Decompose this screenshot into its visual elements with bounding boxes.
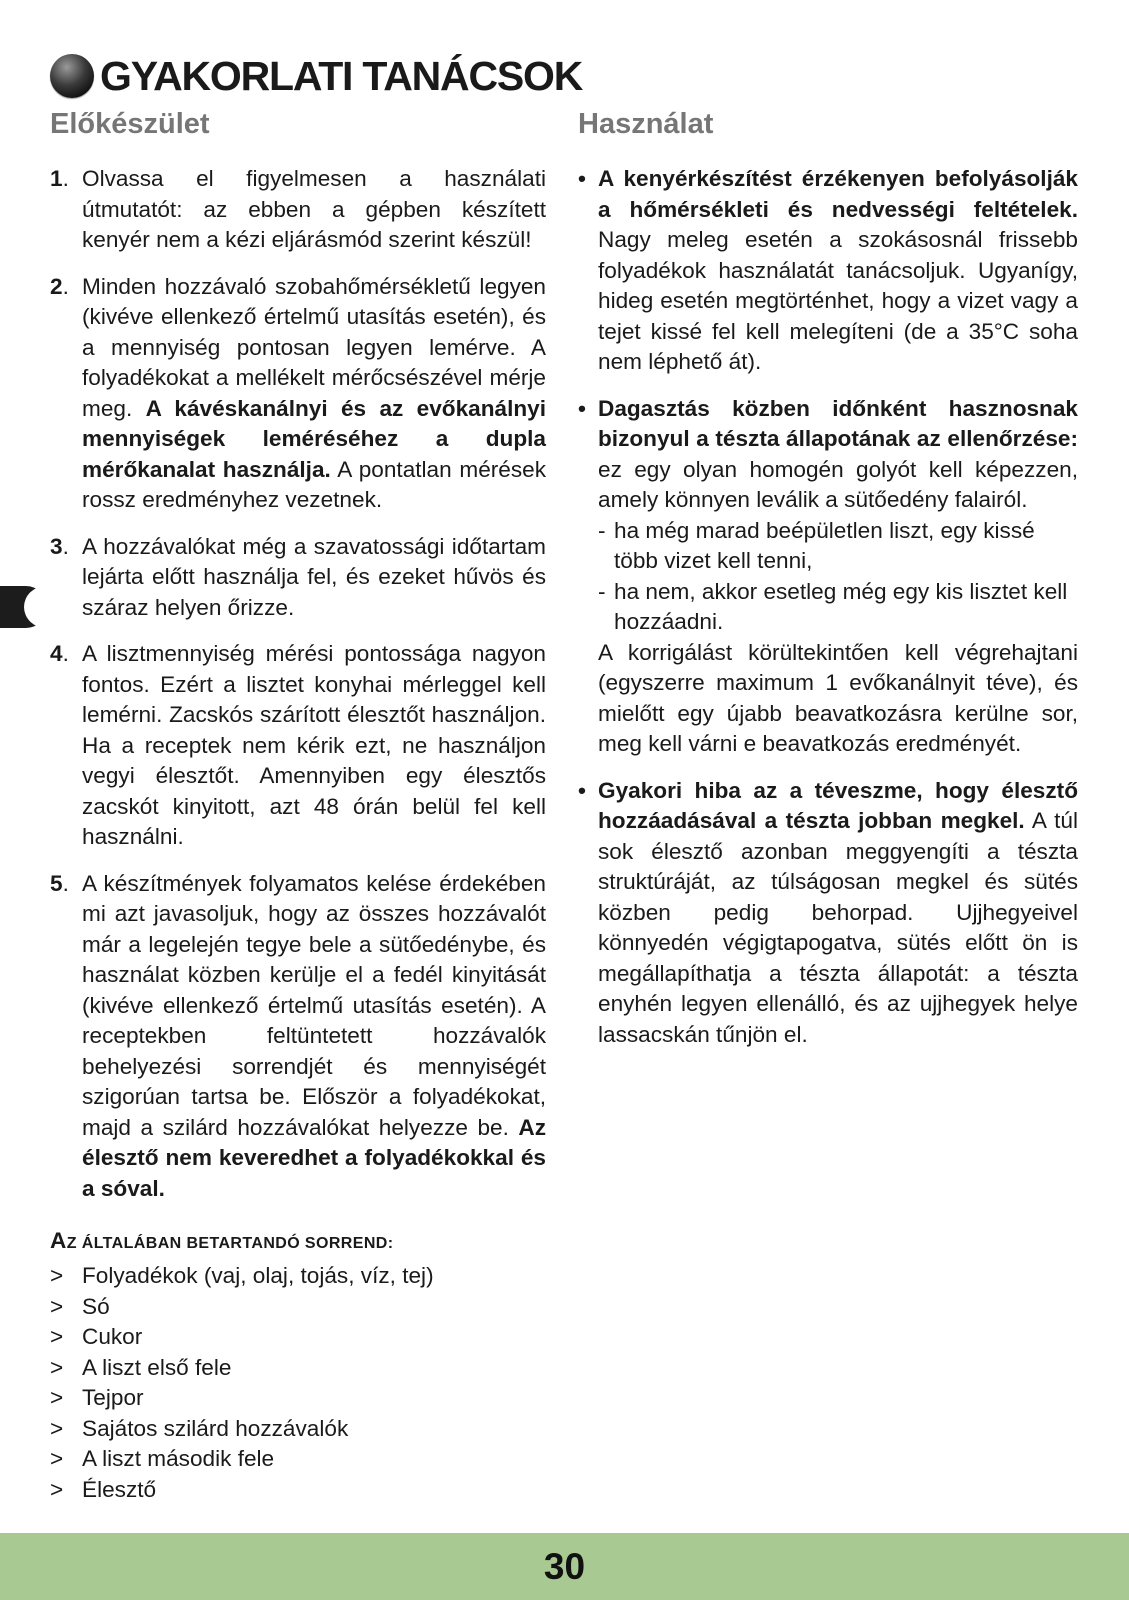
arrow-marker: >: [50, 1263, 64, 1288]
item-bold-text: A kávéskanálnyi és az evőkanálnyi mennyiségek leméréséhez a dupla mérőkanalat használja.: [82, 395, 546, 482]
list-item: > A liszt második fele: [50, 1444, 546, 1475]
list-item: [578, 394, 1078, 760]
bullet-marker: •: [578, 166, 586, 191]
section-heading-preparation: Előkészület: [50, 108, 210, 140]
list-item: > Só: [50, 1292, 546, 1323]
page-header: [50, 50, 582, 102]
item-tail-text: A korrigálást körültekintően kell végrehajtani (egyszerre maximum 1 evőkanálnyit téve), és mielőtt egy újabb beavatkozásra kerülne sor, meg kell várni e beavatkozás eredményét.: [598, 639, 1078, 756]
usage-list: [578, 164, 1078, 1050]
list-item: > A liszt első fele: [50, 1353, 546, 1384]
bullet-marker: •: [578, 777, 586, 803]
arrow-marker: >: [50, 1476, 64, 1502]
footer-bar: [0, 1533, 1129, 1600]
dash-marker: -: [598, 517, 606, 543]
list-item: 2. Minden hozzávaló szobahőmérsékletű legyen (kivéve ellenkező értelmű utasítás esetén), és a mennyiség pontosan legyen lemérve. A folyadékokat a mellékelt mérőcsészével mérje meg. A kávéskanálnyi és az evőkanálnyi mennyiségek leméréséhez a dupla mérőkanalat használja. A pontatlan mérések rossz eredményhez vezetnek.: [50, 273, 547, 512]
section-heading-usage: Használat: [578, 108, 714, 140]
list-item: 3. A hozzávalókat még a szavatossági időtartam lejárta előtt használja fel, és ezeket hűvös és száraz helyen őrizze.: [50, 533, 546, 620]
list-item: 5. A készítmények folyamatos kelése érdekében mi azt javasoljuk, hogy az összes hozzávalót már a legelején tegye bele a sütőedénybe, és használat közben kerülje el a fedél kinyitását (kivéve ellenkező értelmű utasítás esetén). A receptekben feltüntetett hozzávalók behelyezési sorrendjét és mennyiségét szigorúan tartsa be. Először a folyadékokat, majd a szilárd hozzávalókat helyezze be. Az élesztő nem keveredhet a folyadékokkal és a sóval.: [50, 870, 546, 1201]
arrow-marker: >: [50, 1446, 64, 1471]
item-text-after: A pontatlan mérések rossz eredményhez vezetnek.: [82, 456, 547, 512]
arrow-marker: >: [50, 1293, 64, 1319]
list-item: > Sajátos szilárd hozzávalók: [50, 1414, 546, 1445]
list-item: 1. Olvassa el figyelmesen a használati útmutatót: az ebben a gépben készített kenyér nem a kézi eljárásmód szerint készül!: [50, 166, 546, 252]
item-number: 2: [50, 273, 63, 299]
right-column: [578, 106, 1078, 1066]
item-text: Minden hozzávaló szobahőmérsékletű legyen (kivéve ellenkező értelmű utasítás esetén), és a mennyiség pontosan legyen lemérve. A folyadékokat a mellékelt mérőcsészével mérje meg.: [82, 273, 546, 421]
page-number: 30: [543, 1546, 586, 1587]
item-text: Nagy meleg esetén a szokásosnál frissebb folyadékok használatát tanácsoljuk. Ugyanígy, hideg esetén megtörténhet, hogy a vizet vagy a tejet kissé fel kell melegíteni (de a 35°C soha nem léphető át).: [598, 227, 1078, 374]
item-bold-text: Gyakori hiba az a téveszme, hogy élesztő hozzáadásával a tészta jobban megkel.: [598, 777, 1078, 833]
item-number: 1: [50, 166, 63, 191]
order-heading: AZ ÁLTALÁBAN BETARTANDÓ SORREND:: [50, 1228, 394, 1253]
arrow-marker: >: [50, 1354, 64, 1380]
list-item: > Tejpor: [50, 1383, 546, 1414]
item-number: 4: [50, 641, 63, 666]
arrow-marker: >: [50, 1324, 64, 1349]
list-item: > Élesztő: [50, 1475, 546, 1506]
list-item: [578, 164, 1078, 378]
order-list: [50, 1261, 546, 1505]
arrow-marker: >: [50, 1415, 64, 1441]
dash-item: - ha még marad beépületlen liszt, egy kissé több vizet kell tenni,: [598, 517, 1035, 573]
preparation-list: [50, 164, 546, 1204]
item-text: A készítmények folyamatos kelése érdekében mi azt javasoljuk, hogy az összes hozzávalót már a legelején tegye bele a sütőedénybe, és használat közben kerülje el a fedél kinyitását (kivéve ellenkező értelmű utasítás esetén). A receptekben feltüntetett hozzávalók behelyezési sorrendjét és mennyiségét szigorúan tartsa be. Először a folyadékokat, majd a szilárd hozzávalókat helyezze be.: [82, 870, 546, 1140]
list-item: > Cukor: [50, 1322, 546, 1353]
section-tab-marker: [0, 586, 47, 628]
item-bold-text: Dagasztás közben időnként hasznosnak bizonyul a tészta állapotának az ellenőrzése:: [598, 395, 1078, 451]
item-number: 3: [50, 533, 63, 559]
arrow-marker: >: [50, 1385, 64, 1410]
item-text: ez egy olyan homogén golyót kell képezzen, amely könnyen leválik a sütőedény falairól.: [598, 456, 1078, 512]
dash-marker: -: [598, 578, 606, 604]
left-column: [50, 106, 546, 1505]
item-text: A lisztmennyiség mérési pontossága nagyon fontos. Ezért a lisztet konyhai mérleggel kell lemérni. Zacskós szárított élesztőt használjon. Ha a receptek nem kérik ezt, ne használjon vegyi élesztőt. Amennyiben egy élesztős zacskót kinyitott, azt 48 órán belül fel kell használni.: [82, 641, 546, 849]
list-item: [578, 776, 1078, 1051]
item-text: A hozzávalókat még a szavatossági időtartam lejárta előtt használja fel, és ezeket hűvös és száraz helyen őrizze.: [82, 533, 546, 620]
item-text: A túl sok élesztő azonban meggyengíti a tészta struktúráját, az túlságosan megkel és sütés közben pedig behorpad. Ujjhegyeivel könnyedén végigtapogatva, sütés előtt ön is megállapíthatja a tészta állapotát: a tészta enyhén legyen ellenálló, és az ujjhegyek helye lassacskán tűnjön el.: [598, 808, 1078, 1047]
item-bold-text: A kenyérkészítést érzékenyen befolyásolják a hőmérsékleti és nedvességi feltételek.: [598, 166, 1078, 222]
bullet-marker: •: [578, 395, 586, 421]
item-bold-text: Az élesztő nem keveredhet a folyadékokkal és a sóval.: [82, 1114, 546, 1201]
round-dark-bullet-icon: [50, 54, 94, 98]
item-text: Olvassa el figyelmesen a használati útmutatót: az ebben a gépben készített kenyér nem a kézi eljárásmód szerint készül!: [82, 166, 546, 252]
item-number: 5: [50, 870, 63, 896]
page-title: GYAKORLATI TANÁCSOK: [100, 53, 583, 99]
list-item: 4. A lisztmennyiség mérési pontossága nagyon fontos. Ezért a lisztet konyhai mérleggel kell lemérni. Zacskós szárított élesztőt használjon. Ha a receptek nem kérik ezt, ne használjon vegyi élesztőt. Amennyiben egy élesztős zacskót kinyitott, azt 48 órán belül fel kell használni.: [50, 641, 546, 849]
list-item: > Folyadékok (vaj, olaj, tojás, víz, tej): [50, 1261, 546, 1292]
dash-item: - ha nem, akkor esetleg még egy kis lisztet kell hozzáadni.: [598, 578, 1068, 634]
